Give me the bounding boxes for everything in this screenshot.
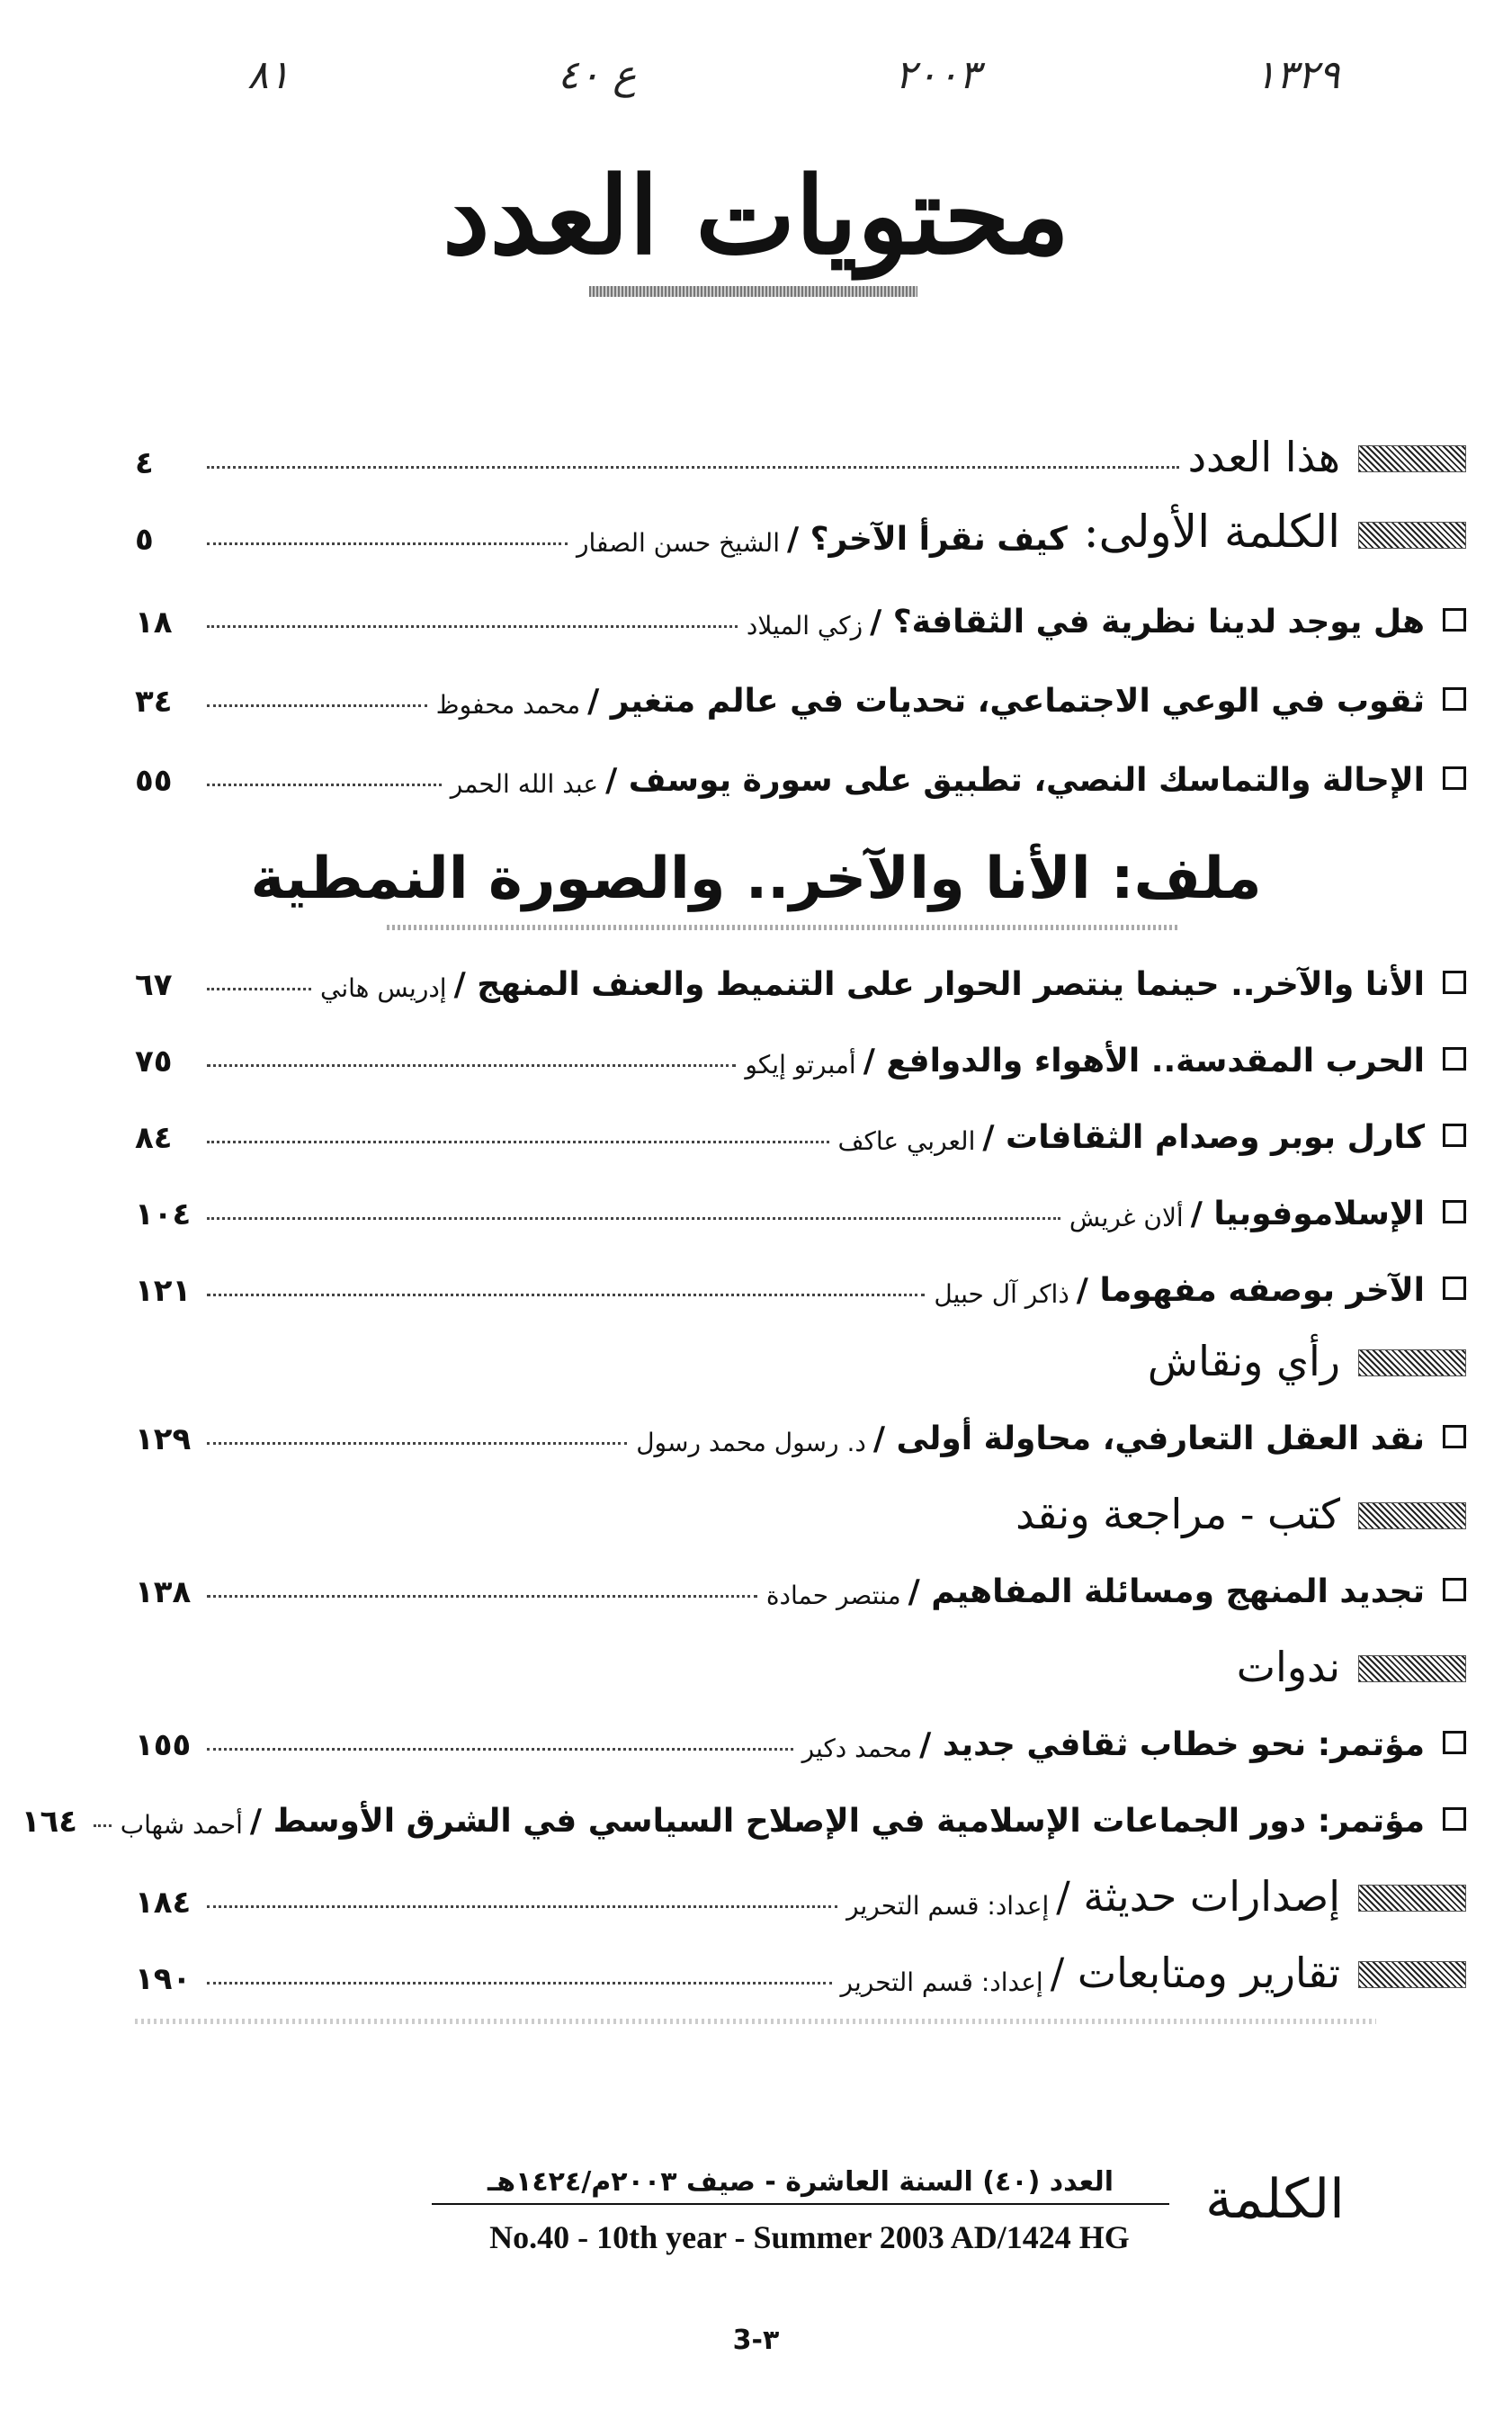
page-number: ١٢١ (135, 1273, 192, 1309)
magazine-logo: الكلمة (1205, 2168, 1345, 2231)
toc-author: العربي عاكف (837, 1126, 976, 1156)
handwritten-note-2: ع ٤٠ (558, 52, 637, 98)
checkbox-icon (1443, 687, 1466, 711)
toc-row[interactable] (135, 1255, 1466, 1309)
toc-row[interactable] (135, 1026, 1466, 1080)
toc-title: مؤتمر: دور الجماعات الإسلامية في الإصلاح السياسي في الشرق الأوسط / (249, 1803, 1425, 1840)
dot-leader (207, 466, 1179, 469)
dot-leader (207, 1905, 837, 1908)
hatch-marker-icon (1358, 522, 1466, 549)
page-number: ١٥٥ (135, 1727, 192, 1763)
toc-title: الإسلاموفوبيا / (1190, 1196, 1425, 1232)
checkbox-icon (1443, 1124, 1466, 1147)
dot-leader (207, 1141, 829, 1143)
toc-row[interactable] (135, 587, 1466, 641)
toc-title: تقارير ومتابعات / (1050, 1949, 1340, 1997)
hatch-marker-icon (1358, 1961, 1466, 1988)
handwritten-note-3: ٢٠٠٣ (895, 52, 980, 98)
checkbox-icon (1443, 766, 1466, 790)
page-number: ١٨٤ (135, 1885, 192, 1921)
toc-author: عبد الله الحمر (450, 769, 599, 799)
page-number: ١٠٤ (135, 1196, 192, 1232)
dot-leader (207, 988, 311, 990)
page-number: ٤ (135, 445, 154, 481)
checkbox-icon (1443, 1807, 1466, 1831)
toc-row-new-releases[interactable] (135, 1867, 1466, 1921)
toc-row[interactable] (135, 1556, 1466, 1610)
toc-row[interactable] (135, 1403, 1466, 1457)
page-number: ١٣٨ (135, 1574, 192, 1610)
issue-info-arabic: العدد (٤٠) السنة العاشرة - صيف ٢٠٠٣م/١٤٢٤هـ (432, 2166, 1169, 2205)
page-number: ١٨ (135, 605, 173, 641)
toc-title: الكلمة الأولى: (1083, 506, 1340, 558)
dot-leader (207, 1442, 627, 1445)
toc-row-this-issue[interactable] (135, 427, 1466, 481)
page-number: ١٦٤ (21, 1804, 78, 1840)
page-number: ١٢٩ (135, 1421, 192, 1457)
toc-author: إدريس هاني (320, 973, 447, 1003)
checkbox-icon (1443, 1731, 1466, 1754)
toc-row[interactable] (135, 1178, 1466, 1232)
issue-info-english: No.40 - 10th year - Summer 2003 AD/1424 HG (489, 2219, 1130, 2255)
toc-title: الأنا والآخر.. حينما ينتصر الحوار على التنميط والعنف المنهج / (453, 966, 1425, 1003)
dot-leader (207, 1294, 925, 1296)
page-number: ١٩٠ (135, 1961, 192, 1997)
page-number: ٦٧ (135, 967, 173, 1003)
toc-author: زكي الميلاد (746, 611, 863, 641)
dot-leader (207, 704, 427, 707)
toc-author: أحمد شهاب (120, 1810, 243, 1840)
toc-author: ذاكر آل حبيل (934, 1279, 1069, 1309)
checkbox-icon (1443, 1047, 1466, 1071)
toc-author: د. رسول محمد رسول (636, 1428, 866, 1457)
dot-leader (207, 1748, 793, 1751)
toc-row-reports[interactable] (135, 1943, 1466, 1997)
toc-title: مؤتمر: نحو خطاب ثقافي جديد / (919, 1726, 1425, 1763)
checkbox-icon (1443, 1578, 1466, 1601)
checkbox-icon (1443, 1200, 1466, 1223)
page-title: محتويات العدد (442, 153, 1070, 278)
toc-title: تجديد المنهج ومسائلة المفاهيم / (908, 1573, 1425, 1610)
checkbox-icon (1443, 1425, 1466, 1448)
toc-author: إعداد: قسم التحرير (840, 1967, 1043, 1997)
toc-subtitle: كيف نقرأ الآخر؟ / (786, 521, 1068, 558)
page-number-footer: 3-٣ (732, 2325, 780, 2356)
toc-row[interactable] (135, 949, 1466, 1003)
toc-title: هل يوجد لدينا نظرية في الثقافة؟ / (870, 604, 1425, 641)
toc-title: كارل بوبر وصدام الثقافات / (982, 1119, 1425, 1156)
page-number: ٧٥ (135, 1044, 173, 1080)
toc-heading-seminars (135, 1637, 1466, 1691)
toc-row-first-word[interactable] (135, 504, 1466, 558)
dot-leader (207, 1217, 1060, 1220)
toc-row[interactable] (135, 745, 1466, 799)
hatch-marker-icon (1358, 1349, 1466, 1376)
dot-leader (207, 1982, 832, 1985)
dot-leader (94, 1824, 112, 1827)
hatch-marker-icon (1358, 1885, 1466, 1912)
handwritten-note-1: ٨١ (247, 52, 291, 98)
checkbox-icon (1443, 1277, 1466, 1300)
dot-leader (207, 1595, 757, 1598)
toc-author: أمبرتو إيكو (745, 1050, 856, 1080)
handwritten-note-4: ١٣٢٩ (1255, 52, 1340, 98)
toc-author: الشيخ حسن الصفار (576, 528, 780, 558)
hatch-marker-icon (1358, 445, 1466, 472)
toc-title: نقد العقل التعارفي، محاولة أولى / (872, 1420, 1425, 1457)
hatch-marker-icon (1358, 1502, 1466, 1529)
toc-row[interactable] (135, 666, 1466, 720)
toc-author: منتصر حمادة (765, 1581, 901, 1610)
toc-author: إعداد: قسم التحرير (846, 1891, 1050, 1921)
toc-heading-opinion (135, 1331, 1466, 1385)
checkbox-icon (1443, 971, 1466, 994)
dot-leader (207, 625, 738, 628)
page-number: ٥ (135, 522, 154, 558)
toc-title: الحرب المقدسة.. الأهواء والدوافع / (863, 1043, 1425, 1080)
toc-title: ثقوب في الوعي الاجتماعي، تحديات في عالم متغير / (587, 683, 1425, 720)
toc-title: هذا العدد (1187, 433, 1340, 481)
toc-title: الآخر بوصفه مفهوما / (1076, 1272, 1425, 1309)
page-number: ٨٤ (135, 1120, 173, 1156)
dot-leader (207, 1064, 736, 1067)
dot-leader (207, 542, 568, 545)
dot-leader (207, 784, 442, 786)
page-number: ٣٤ (135, 684, 173, 720)
toc-row[interactable] (135, 1102, 1466, 1156)
section-heading: كتب - مراجعة ونقد (1015, 1490, 1340, 1538)
toc-row[interactable] (135, 1709, 1466, 1763)
page-number: ٥٥ (135, 763, 173, 799)
section-heading: ندوات (1236, 1643, 1340, 1691)
toc-row[interactable] (21, 1786, 1466, 1840)
hatch-marker-icon (1358, 1655, 1466, 1682)
toc-title: إصدارات حديثة / (1056, 1872, 1340, 1921)
toc-heading-books (135, 1484, 1466, 1538)
toc-title: الإحالة والتماسك النصي، تطبيق على سورة يوسف / (605, 762, 1425, 799)
dossier-heading: ملف: الأنا والآخر.. والصورة النمطية (250, 846, 1262, 912)
title-divider (589, 286, 917, 297)
toc-author: محمد محفوظ (435, 690, 581, 720)
footer-divider (135, 2019, 1376, 2024)
checkbox-icon (1443, 608, 1466, 632)
toc-author: ألان غريش (1069, 1203, 1184, 1232)
dossier-divider (387, 925, 1178, 930)
toc-author: محمد دكير (801, 1734, 913, 1763)
section-heading: رأي ونقاش (1147, 1337, 1340, 1385)
